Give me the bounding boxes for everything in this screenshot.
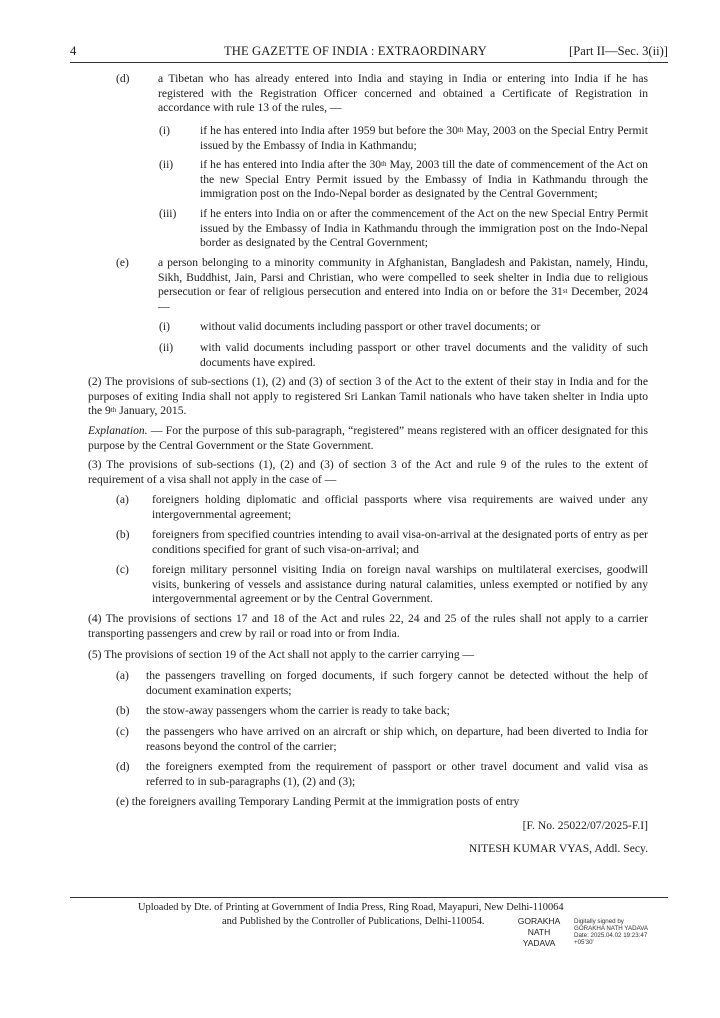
- signer-name: GORAKHA NATH YADAVA: [517, 916, 561, 948]
- paragraph-4: (4) The provisions of sections 17 and 18 of the Act and rules 22, 24 and 25 of the rules shall not apply to a carrier transporting passengers and crew by rail or road into or from India.: [88, 612, 648, 640]
- explanation: Explanation. — For the purpose of this sub-paragraph, “registered” means registered with an officer designated for this purpose by the Central Government or the State Government.: [88, 424, 648, 452]
- clause-d-item-label: (iii): [159, 207, 177, 220]
- footer-line-1: Uploaded by Dte. of Printing at Government of India Press, Ring Road, Mayapuri, New Delhi-110064: [138, 902, 564, 913]
- para3-item-label: (b): [116, 528, 130, 541]
- para3-item-label: (c): [116, 563, 129, 576]
- header-rule: [70, 62, 668, 63]
- para5-item-text: the stow-away passengers whom the carrier is ready to take back;: [146, 704, 450, 717]
- paragraph-3: (3) The provisions of sub-sections (1), (2) and (3) of section 3 of the Act and rule 9 of the rules to the extent of requirement of a visa shall not apply in the case of —: [88, 458, 648, 486]
- para3-item-text: foreign military personnel visiting India on foreign naval warships on multilateral exercises, goodwill visits, bunkering of vessels and assistance during natural calamities, unless exempted or notified by any intergovernmental agreement or by the Central Government.: [152, 563, 648, 606]
- page-number: 4: [70, 44, 77, 58]
- clause-e-item-label: (i): [159, 320, 170, 333]
- part-section-label: [Part II—Sec. 3(ii)]: [569, 44, 668, 58]
- clause-d-text: a Tibetan who has already entered into India and staying in India or entering into India if he has registered with the Registration Officer concerned and obtained a Certificate of Registration in accordance with rule 13 of the rules, —: [158, 72, 648, 115]
- clause-d-item-text: if he enters into India on or after the commencement of the Act on the new Special Entry Permit issued by the Embassy of India in Kathmandu through the immigration post on the Indo-Nepal border as designated by the Central Government;: [200, 207, 648, 250]
- para5-last-item: (e) the foreigners availing Temporary Landing Permit at the immigration posts of entry: [116, 795, 520, 808]
- paragraph-2: (2) The provisions of sub-sections (1), (2) and (3) of section 3 of the Act to the extent of their stay in India and for the purposes of exiting India shall not apply to registered Sri Lankan Tamil nationals who have taken shelter in India upto the 9th January, 2015.: [88, 375, 648, 418]
- paragraph-5: (5) The provisions of section 19 of the Act shall not apply to the carrier carrying —: [88, 648, 475, 661]
- para5-item-text: the foreigners exempted from the requirement of passport or other travel document and valid visa as referred to in sub-paragraphs (1), (2) and (3);: [146, 760, 648, 788]
- signatory: NITESH KUMAR VYAS, Addl. Secy.: [468, 842, 648, 855]
- para5-item-label: (b): [116, 704, 130, 717]
- clause-e-item-text: without valid documents including passport or other travel documents; or: [200, 320, 541, 333]
- clause-e-item-label: (ii): [159, 341, 174, 354]
- para5-item-text: the passengers travelling on forged documents, if such forgery cannot be detected without the help of document examination experts;: [146, 669, 648, 697]
- clause-d-item-text: if he has entered into India after the 30th May, 2003 till the date of commencement of the Act on the new Special Entry Permit issued by the Embassy of India in Kathmandu through the immigration post on the Indo-Nepal border as designated by the Central Government;: [200, 158, 648, 201]
- clause-e-label: (e): [116, 256, 129, 269]
- clause-d-item-label: (i): [159, 124, 170, 137]
- gazette-title: THE GAZETTE OF INDIA : EXTRAORDINARY: [224, 44, 487, 58]
- para3-item-label: (a): [116, 493, 129, 506]
- para5-item-label: (c): [116, 725, 129, 738]
- para3-item-text: foreigners from specified countries intending to avail visa-on-arrival at the designated ports of entry as per conditions specified for grant of such visa-on-arrival; and: [152, 528, 648, 556]
- para3-item-text: foreigners holding diplomatic and official passports where visa requirements are waived under any intergovernmental agreement;: [152, 493, 648, 521]
- para5-item-label: (a): [116, 669, 129, 682]
- file-number: [F. No. 25022/07/2025-F.I]: [522, 819, 648, 832]
- clause-e-item-text: with valid documents including passport or other travel documents and the validity of such documents have expired.: [200, 341, 648, 369]
- para5-item-label: (d): [116, 760, 130, 773]
- footer-line-2: and Published by the Controller of Publications, Delhi-110054.: [222, 916, 485, 927]
- clause-e-text: a person belonging to a minority community in Afghanistan, Bangladesh and Pakistan, namely, Hindu, Sikh, Buddhist, Jain, Parsi and Christian, who were compelled to seek shelter in India due to religious persecution or fear of religious persecution and entered into India on or before the 31st December, 2024 —: [158, 256, 648, 313]
- clause-d-label: (d): [116, 72, 130, 85]
- clause-d-item-label: (ii): [159, 158, 174, 171]
- para5-item-text: the passengers who have arrived on an aircraft or ship which, on departure, had been diverted to India for reasons beyond the control of the carrier;: [146, 725, 648, 753]
- clause-d-item-text: if he has entered into India after 1959 but before the 30th May, 2003 on the Special Entry Permit issued by the Embassy of India in Kathmandu;: [200, 124, 648, 152]
- footer-rule: [70, 897, 668, 898]
- digital-signature-note: Digitally signed by GORAKHA NATH YADAVA Date: 2025.04.02 19:23:47 +05'30': [574, 918, 648, 946]
- page-header: [70, 44, 670, 64]
